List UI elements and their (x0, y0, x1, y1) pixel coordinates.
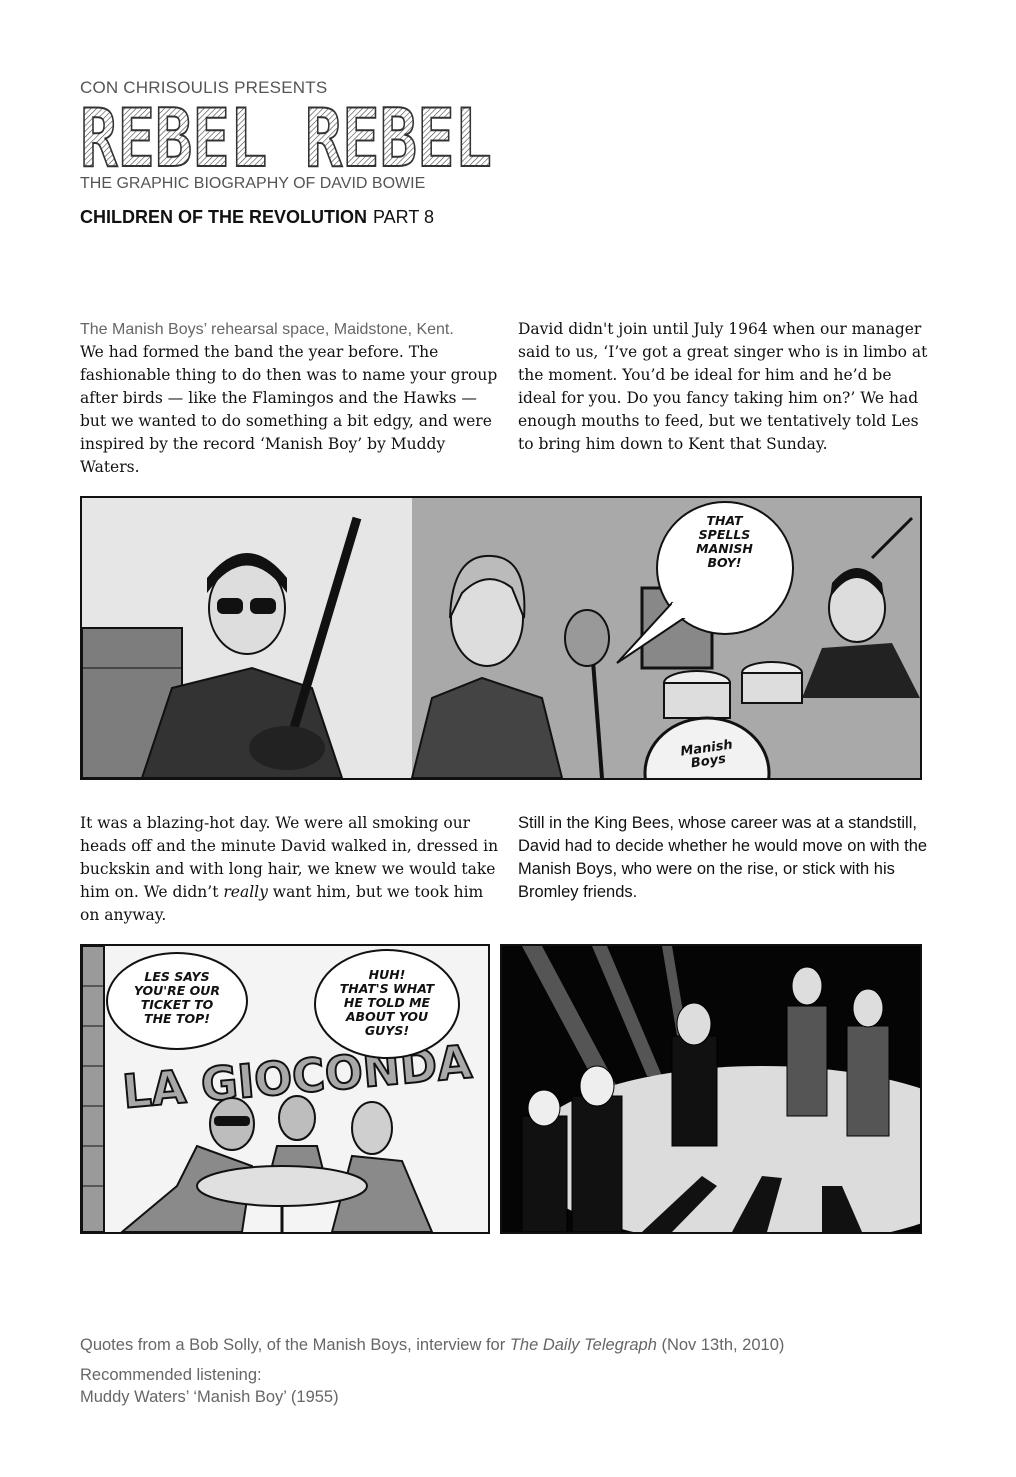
chapter-part: PART 8 (373, 207, 435, 227)
narration-block-3 (80, 812, 500, 927)
narration-text-4: Still in the King Bees, whose career was at a standstill, David had to decide whether he would move on with the Manish Boys, who were on the rise, or stick with his Bromley friends. (518, 814, 928, 901)
listening-label: Recommended listening: (80, 1366, 262, 1384)
narration-text-1: We had formed the band the year before. The fashionable thing to do then was to name your group after birds — like the Flamingos and the Hawks — but we wanted to do something a bit edgy, and were inspired by the record ‘Manish Boy’ by Muddy Waters. (80, 343, 498, 476)
panel-cafe (80, 944, 490, 1234)
series-subtitle: THE GRAPHIC BIOGRAPHY OF DAVID BOWIE (80, 175, 426, 192)
narration-text-2: David didn't join until July 1964 when our manager said to us, ‘I’ve got a great singer who is in limbo at the moment. You’d be ideal for him and he’d be ideal for you. Do you fancy taking him on?’ We had enough mouths to feed, but we tentatively told Les to bring him down to Kent that Sunday. (518, 320, 928, 453)
spotlight-illustration (502, 946, 920, 1232)
quote-credit (80, 1336, 930, 1355)
drum-logo: Manish Boys (679, 737, 734, 772)
rehearsal-illustration (82, 498, 920, 778)
quote-credit-text-a: Quotes from a Bob Solly, of the Manish Boys, interview for (80, 1336, 510, 1354)
speech-bubble-huh: HUH! THAT'S WHAT HE TOLD ME ABOUT YOU GUYS! (339, 967, 435, 1038)
narration-block-1 (80, 318, 500, 479)
cafe-sign: LA GIOCONDA (120, 1033, 484, 1119)
series-title (78, 104, 498, 174)
speech-bubble-ticket: LES SAYS YOU'RE OUR TICKET TO THE TOP! (133, 969, 221, 1026)
narration-block-2 (518, 318, 930, 456)
narration-emphasis: really (223, 883, 268, 901)
panel-spotlight (500, 944, 922, 1234)
listening-item: Muddy Waters’ ‘Manish Boy’ (1955) (80, 1388, 339, 1406)
quote-credit-publication: The Daily Telegraph (509, 1336, 657, 1354)
chapter-title (80, 207, 434, 228)
series-title-text: REBEL REBEL (80, 104, 492, 174)
panel-rehearsal (80, 496, 922, 780)
chapter-name: CHILDREN OF THE REVOLUTION (80, 207, 367, 227)
narration-text-3a: It was a blazing-hot day. We were all smoking our heads off and the minute David walked in, dressed in buckskin and with long hair, we knew we would take him on. We didn’t (80, 814, 499, 901)
quote-credit-text-b: (Nov 13th, 2010) (656, 1336, 785, 1354)
speech-bubble-manish-boy: THAT SPELLS MANISH BOY! (696, 513, 753, 570)
scene-caption: The Manish Boys’ rehearsal space, Maidstone, Kent. (80, 321, 454, 338)
narration-text-3b: want him, but we took him on anyway. (80, 883, 484, 924)
presenter-line: CON CHRISOULIS PRESENTS (80, 78, 328, 97)
narration-block-4 (518, 812, 930, 904)
